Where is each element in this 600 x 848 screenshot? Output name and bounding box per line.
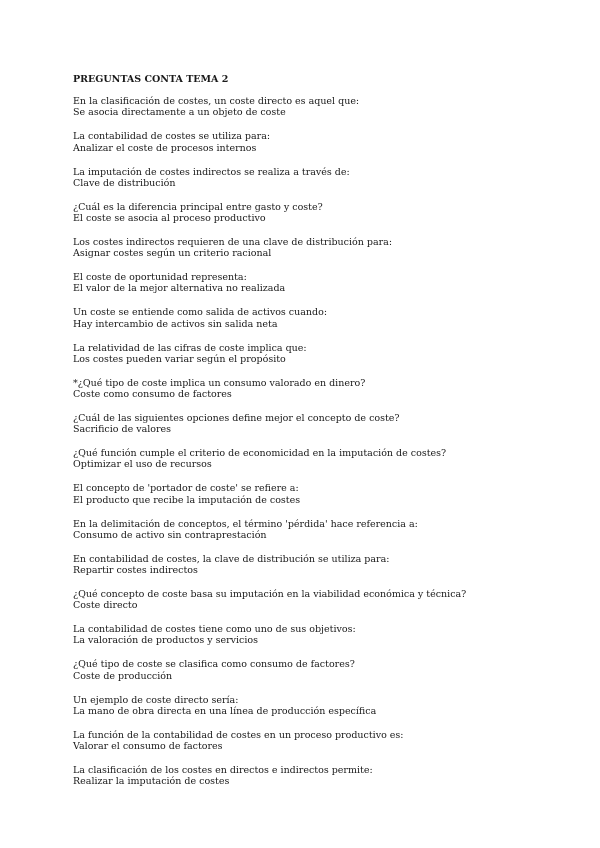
question-block	[73, 695, 553, 717]
question-text: La contabilidad de costes tiene como uno de sus objetivos:	[73, 624, 356, 636]
answer-text: Sacrificio de valores	[73, 424, 172, 436]
answer-text: El coste se asocia al proceso productivo	[73, 213, 266, 225]
answer-text: Asignar costes según un criterio racional	[73, 248, 272, 260]
question-block	[73, 765, 553, 787]
question-block	[73, 624, 553, 646]
answer-text: Coste directo	[73, 600, 138, 612]
answer-text: Optimizar el uso de recursos	[73, 459, 212, 471]
document-title: PREGUNTAS CONTA TEMA 2	[73, 74, 229, 85]
answer-text: La mano de obra directa en una línea de producción específica	[73, 705, 377, 717]
question-block	[73, 589, 553, 611]
question-block	[73, 237, 553, 259]
answer-text: La valoración de productos y servicios	[73, 635, 259, 647]
question-text: Los costes indirectos requieren de una clave de distribución para:	[73, 237, 393, 249]
answer-text: El producto que recibe la imputación de costes	[73, 494, 301, 506]
question-block	[73, 730, 553, 752]
answer-text: Hay intercambio de activos sin salida neta	[73, 318, 278, 330]
question-text: La imputación de costes indirectos se realiza a través de:	[73, 166, 350, 178]
question-block	[73, 659, 553, 681]
answer-text: Coste como consumo de factores	[73, 389, 232, 401]
answer-text: Los costes pueden variar según el propósito	[73, 353, 286, 365]
question-text: La relatividad de las cifras de coste implica que:	[73, 342, 307, 354]
question-block	[73, 378, 553, 400]
answer-text: Se asocia directamente a un objeto de coste	[73, 107, 286, 119]
question-text: El coste de oportunidad representa:	[73, 272, 247, 284]
question-list	[73, 96, 553, 787]
question-block	[73, 131, 553, 153]
question-text: ¿Qué función cumple el criterio de economicidad en la imputación de costes?	[73, 448, 447, 460]
question-block	[73, 307, 553, 329]
answer-text: Repartir costes indirectos	[73, 565, 198, 577]
question-block	[73, 272, 553, 294]
answer-text: Analizar el coste de procesos internos	[73, 142, 257, 154]
question-text: En contabilidad de costes, la clave de distribución se utiliza para:	[73, 553, 390, 565]
answer-text: Valorar el consumo de factores	[73, 741, 223, 753]
question-text: La clasificación de los costes en directos e indirectos permite:	[73, 765, 373, 777]
question-block	[73, 96, 553, 118]
question-text: La función de la contabilidad de costes en un proceso productivo es:	[73, 729, 404, 741]
answer-text: Consumo de activo sin contraprestación	[73, 529, 267, 541]
question-block	[73, 413, 553, 435]
question-text: ¿Cuál de las siguientes opciones define mejor el concepto de coste?	[73, 413, 400, 425]
answer-text: Clave de distribución	[73, 177, 176, 189]
question-text: Un ejemplo de coste directo sería:	[73, 694, 239, 706]
question-block	[73, 343, 553, 365]
question-block	[73, 519, 553, 541]
question-block	[73, 554, 553, 576]
answer-text: Realizar la imputación de costes	[73, 776, 230, 788]
question-block	[73, 167, 553, 189]
question-text: En la clasificación de costes, un coste directo es aquel que:	[73, 96, 360, 108]
question-text: ¿Qué tipo de coste se clasifica como consumo de factores?	[73, 659, 355, 671]
answer-text: El valor de la mejor alternativa no realizada	[73, 283, 286, 295]
question-text: En la delimitación de conceptos, el término 'pérdida' hace referencia a:	[73, 518, 418, 530]
question-text: Un coste se entiende como salida de activos cuando:	[73, 307, 328, 319]
question-text: ¿Qué concepto de coste basa su imputación en la viabilidad económica y técnica?	[73, 589, 467, 601]
question-text: La contabilidad de costes se utiliza para:	[73, 131, 271, 143]
question-block	[73, 483, 553, 505]
question-block	[73, 448, 553, 470]
answer-text: Coste de producción	[73, 670, 173, 682]
question-text: El concepto de 'portador de coste' se refiere a:	[73, 483, 299, 495]
question-text: *¿Qué tipo de coste implica un consumo valorado en dinero?	[73, 377, 366, 389]
question-text: ¿Cuál es la diferencia principal entre gasto y coste?	[73, 201, 323, 213]
document-content	[73, 74, 553, 800]
question-block	[73, 202, 553, 224]
